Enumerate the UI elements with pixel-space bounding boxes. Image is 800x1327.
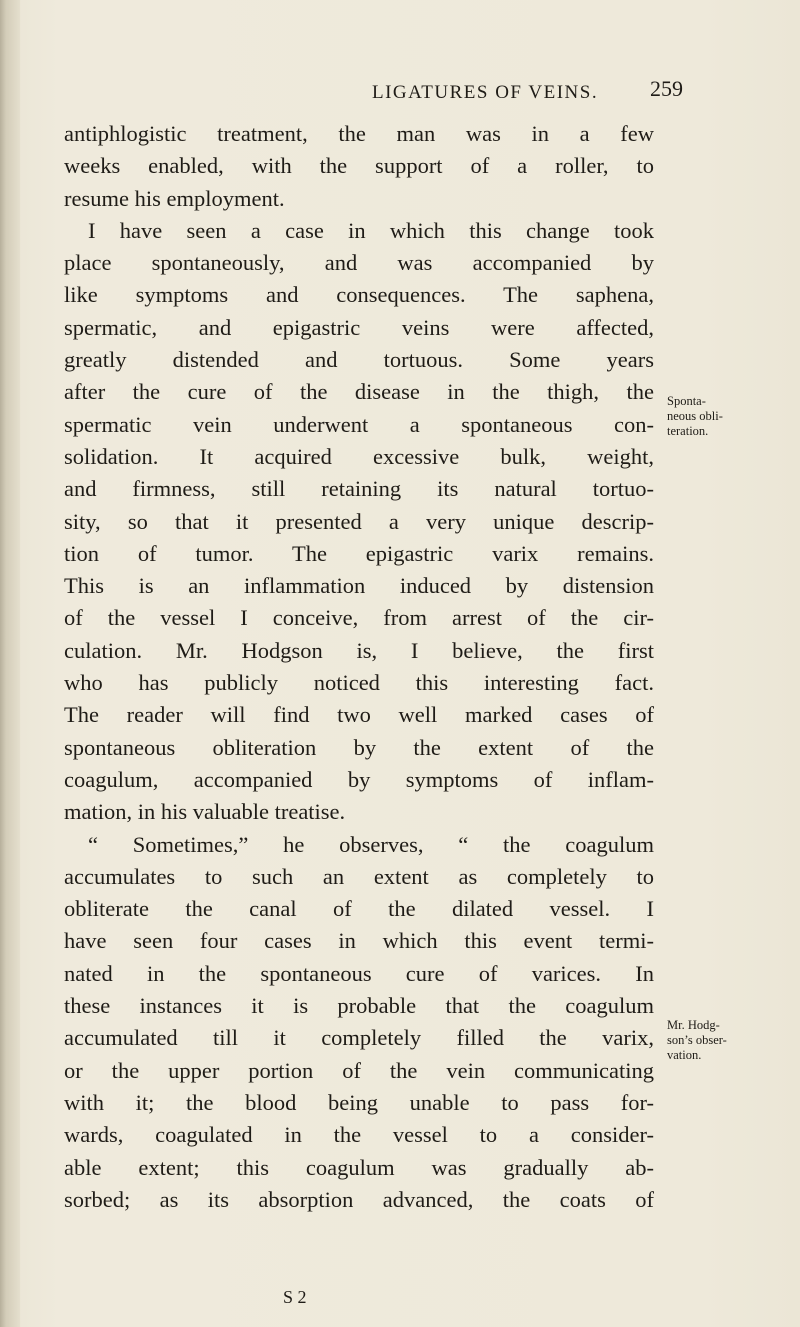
text-line: have seen four cases in which this event termi- bbox=[64, 928, 654, 954]
text-line: mation, in his valuable treatise. bbox=[64, 799, 346, 825]
text-line: weeks enabled, with the support of a roller, to bbox=[64, 153, 654, 179]
body-text bbox=[64, 118, 654, 1216]
page-number: 259 bbox=[650, 76, 683, 101]
signature-mark: S 2 bbox=[283, 1287, 307, 1307]
text-line: and firmness, still retaining its natural tortuo- bbox=[64, 476, 654, 502]
text-line: like symptoms and consequences. The saphena, bbox=[64, 282, 654, 308]
text-line: these instances it is probable that the coagulum bbox=[64, 993, 654, 1019]
margin-note-line: Sponta- bbox=[667, 394, 706, 408]
text-line: tion of tumor. The epigastric varix remains. bbox=[64, 540, 654, 566]
text-line: accumulated till it completely filled the varix, bbox=[64, 1025, 654, 1051]
binding-gutter bbox=[0, 0, 20, 1327]
text-line: spontaneous obliteration by the extent of the bbox=[64, 734, 654, 760]
margin-note-line: vation. bbox=[667, 1048, 702, 1062]
text-line: able extent; this coagulum was gradually ab- bbox=[64, 1154, 654, 1180]
text-line: greatly distended and tortuous. Some years bbox=[64, 347, 654, 373]
text-line: resume his employment. bbox=[64, 185, 285, 211]
text-line: wards, coagulated in the vessel to a consider- bbox=[64, 1122, 654, 1148]
text-line: or the upper portion of the vein communicating bbox=[64, 1057, 654, 1083]
margin-note-line: neous obli- bbox=[667, 409, 723, 423]
text-line: culation. Mr. Hodgson is, I believe, the first bbox=[64, 637, 654, 663]
text-line: with it; the blood being unable to pass for- bbox=[64, 1089, 654, 1115]
text-line: nated in the spontaneous cure of varices. In bbox=[64, 960, 654, 986]
margin-note-hodgson-observation bbox=[667, 1018, 727, 1063]
text-line: place spontaneously, and was accompanied by bbox=[64, 250, 654, 276]
margin-note-spontaneous-obliteration bbox=[667, 394, 723, 439]
text-line: sorbed; as its absorption advanced, the coats of bbox=[64, 1186, 654, 1212]
text-line: accumulates to such an extent as completely to bbox=[64, 863, 654, 889]
text-line: obliterate the canal of the dilated vessel. I bbox=[64, 896, 654, 922]
text-line: antiphlogistic treatment, the man was in a few bbox=[64, 121, 654, 146]
margin-note-line: Mr. Hodg- bbox=[667, 1018, 720, 1032]
text-line: This is an inflammation induced by distension bbox=[64, 573, 654, 599]
running-head: LIGATURES OF VEINS. bbox=[372, 82, 599, 103]
text-line: sity, so that it presented a very unique descrip- bbox=[64, 508, 654, 534]
text-line: spermatic vein underwent a spontaneous con- bbox=[64, 411, 654, 437]
text-line: of the vessel I conceive, from arrest of the cir- bbox=[64, 605, 654, 631]
text-line: after the cure of the disease in the thigh, the bbox=[64, 379, 654, 405]
text-line: coagulum, accompanied by symptoms of inflam- bbox=[64, 766, 654, 792]
text-line: solidation. It acquired excessive bulk, weight, bbox=[64, 443, 654, 469]
text-line: “ Sometimes,” he observes, “ the coagulum bbox=[88, 831, 654, 857]
text-line: I have seen a case in which this change took bbox=[88, 217, 654, 243]
text-line: who has publicly noticed this interesting fact. bbox=[64, 670, 654, 696]
text-line: The reader will find two well marked cases of bbox=[64, 702, 654, 728]
margin-note-line: teration. bbox=[667, 424, 709, 438]
text-line: spermatic, and epigastric veins were affected, bbox=[64, 314, 654, 340]
margin-note-line: son’s obser- bbox=[667, 1033, 727, 1047]
